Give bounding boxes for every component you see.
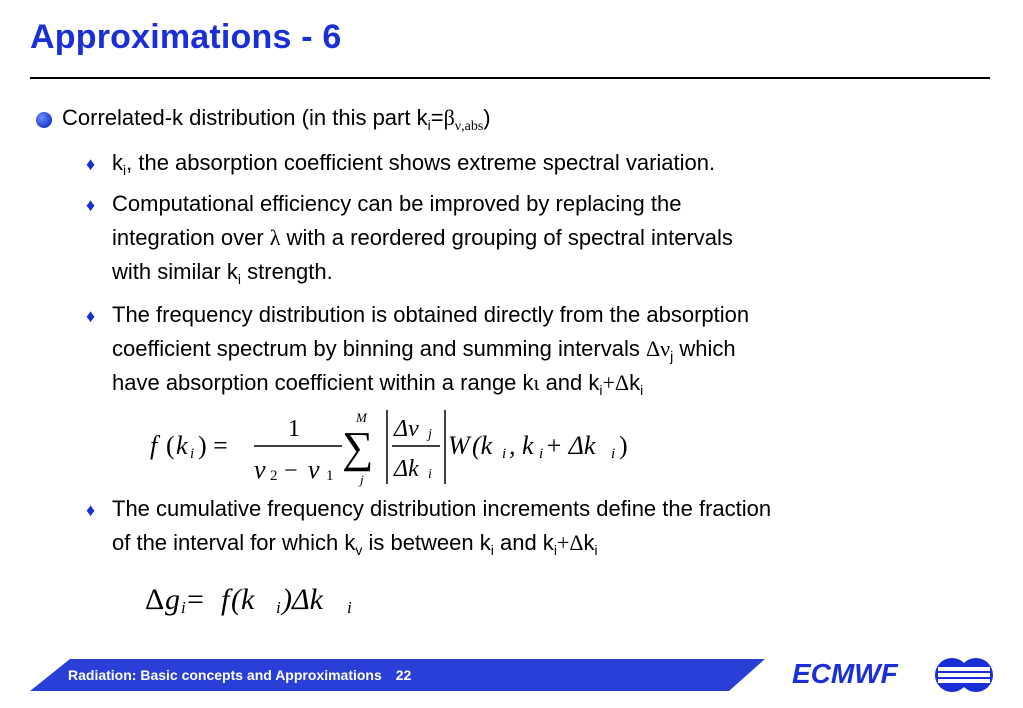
- item4-line1: The cumulative frequency distribution increments define the fraction: [112, 496, 772, 521]
- item3-sub-i2: i: [640, 382, 644, 398]
- bullet-correlated-k: [62, 104, 491, 132]
- item2-line2-b: with a reordered grouping of spectral intervals: [280, 225, 733, 250]
- f1-W: W: [448, 431, 470, 460]
- f1-nu1: ν: [308, 455, 320, 484]
- item4-sub-i3: i: [594, 542, 598, 558]
- item3-line3-b: and k: [539, 370, 600, 395]
- frequency-distribution-formula: [130, 408, 650, 488]
- item3-delta-nu: Δν: [645, 336, 671, 361]
- bullet1-close: ): [483, 105, 491, 130]
- f2-delta: Δ: [145, 583, 165, 616]
- item4-line2-b: is between k: [362, 530, 491, 555]
- item4-line2-a: of the interval for which k: [112, 530, 356, 555]
- item3-line2-a: coefficient spectrum by binning and summing intervals: [112, 336, 646, 361]
- item3-k2: k: [629, 370, 641, 395]
- item1-sub-i: i: [123, 162, 127, 178]
- item1-rest: , the absorption coefficient shows extreme spectral variation.: [126, 150, 716, 175]
- f2-f: f: [221, 583, 230, 616]
- item3-plus-delta: +Δ: [602, 370, 630, 395]
- sub-bullet-1: [86, 146, 986, 180]
- item4-plus-delta: +Δ: [556, 530, 584, 555]
- diamond-bullet-icon: ♦: [86, 500, 96, 520]
- bullet1-sub-i: i: [427, 117, 431, 133]
- item2-lambda: λ: [269, 225, 281, 250]
- item2-line2: [112, 221, 986, 255]
- f1-plus: + Δk: [545, 431, 596, 460]
- f1-f: f: [150, 431, 158, 460]
- ecmwf-logo-text: ECMWF: [792, 658, 898, 689]
- page-title: Approximations - 6: [30, 18, 342, 56]
- item2-line1: Computational efficiency can be improved by replacing the: [112, 191, 682, 216]
- bullet1-text: Correlated-k distribution (in this part k: [62, 105, 428, 130]
- item3-line2-b: which: [673, 336, 736, 361]
- sub-bullet-4: [86, 492, 986, 560]
- f2-g: g: [165, 583, 180, 616]
- f1-rparen-eq: ) =: [198, 431, 228, 460]
- item4-k3: k: [583, 530, 595, 555]
- item4-line2-c: and k: [493, 530, 554, 555]
- item3-iota: ι: [533, 370, 540, 395]
- f2-paren-k: (k: [231, 583, 255, 616]
- f2-i3: i: [347, 598, 352, 617]
- f2-close: )Δk: [282, 583, 323, 616]
- f1-sum-bottom: j: [360, 472, 364, 487]
- ecmwf-logo-icon: [934, 653, 994, 697]
- f1-lparen: (: [166, 431, 175, 460]
- f1-comma-i: i: [539, 446, 544, 462]
- f1-two: 2: [270, 468, 278, 484]
- f2-eq: =: [187, 583, 204, 616]
- item4-sub-i2: i: [553, 542, 557, 558]
- title-divider: [30, 77, 990, 79]
- f1-args: (k: [472, 431, 493, 460]
- item4-sub-v: v: [355, 542, 363, 558]
- f1-dk: Δk: [394, 456, 419, 482]
- page-number: 22: [395, 667, 412, 683]
- f1-i: i: [190, 446, 195, 462]
- diamond-bullet-icon: ♦: [86, 195, 96, 215]
- footer-caption: [68, 667, 411, 683]
- bullet1-sub-nu-abs: ν,abs: [454, 119, 484, 134]
- diamond-bullet-icon: ♦: [86, 154, 96, 174]
- item3-line3-a: have absorption coefficient within a range k: [112, 370, 534, 395]
- f1-sigma: ∑: [342, 423, 374, 472]
- bullet1-beta: β: [443, 105, 455, 130]
- footer-title: Radiation: Basic concepts and Approximations: [68, 667, 382, 683]
- item3-line3: [112, 366, 986, 400]
- item3-sub-i1: i: [599, 382, 603, 398]
- item2-line2-a: integration over: [112, 225, 270, 250]
- item2-line3-a: with similar k: [112, 259, 238, 284]
- f1-one: 1: [288, 416, 300, 442]
- f1-args-i: i: [502, 446, 507, 462]
- cumulative-increment-formula: [145, 575, 405, 620]
- item2-line3-b: strength.: [241, 259, 333, 284]
- f2-i2: i: [276, 598, 281, 617]
- item2-sub-i: i: [237, 271, 242, 287]
- f1-k: k: [176, 431, 188, 460]
- f1-comma: , k: [509, 431, 534, 460]
- item3-sub-j: j: [670, 348, 674, 364]
- f1-plus-i: i: [611, 446, 616, 462]
- item3-line2: [112, 332, 986, 366]
- diamond-bullet-icon: ♦: [86, 306, 96, 326]
- round-bullet-icon: [36, 112, 52, 128]
- f1-dk-i: i: [428, 467, 432, 482]
- f1-minus: −: [284, 458, 298, 484]
- item4-sub-i1: i: [490, 542, 494, 558]
- f1-j: j: [428, 427, 432, 442]
- f1-dnu: Δν: [394, 416, 419, 442]
- f1-close: ): [619, 431, 628, 460]
- item1-k: k: [112, 150, 123, 175]
- f1-sum-top: M: [356, 410, 367, 425]
- f1-one-sub: 1: [326, 468, 334, 484]
- bullet1-eq: =: [430, 105, 444, 130]
- sub-bullet-3: [86, 298, 986, 400]
- sub-bullet-2: [86, 187, 986, 289]
- f1-nu2: ν: [254, 455, 266, 484]
- f2-i: i: [181, 598, 186, 617]
- item2-line3: [112, 255, 986, 289]
- item3-line1: The frequency distribution is obtained directly from the absorption: [112, 302, 750, 327]
- item4-line2: [112, 526, 986, 560]
